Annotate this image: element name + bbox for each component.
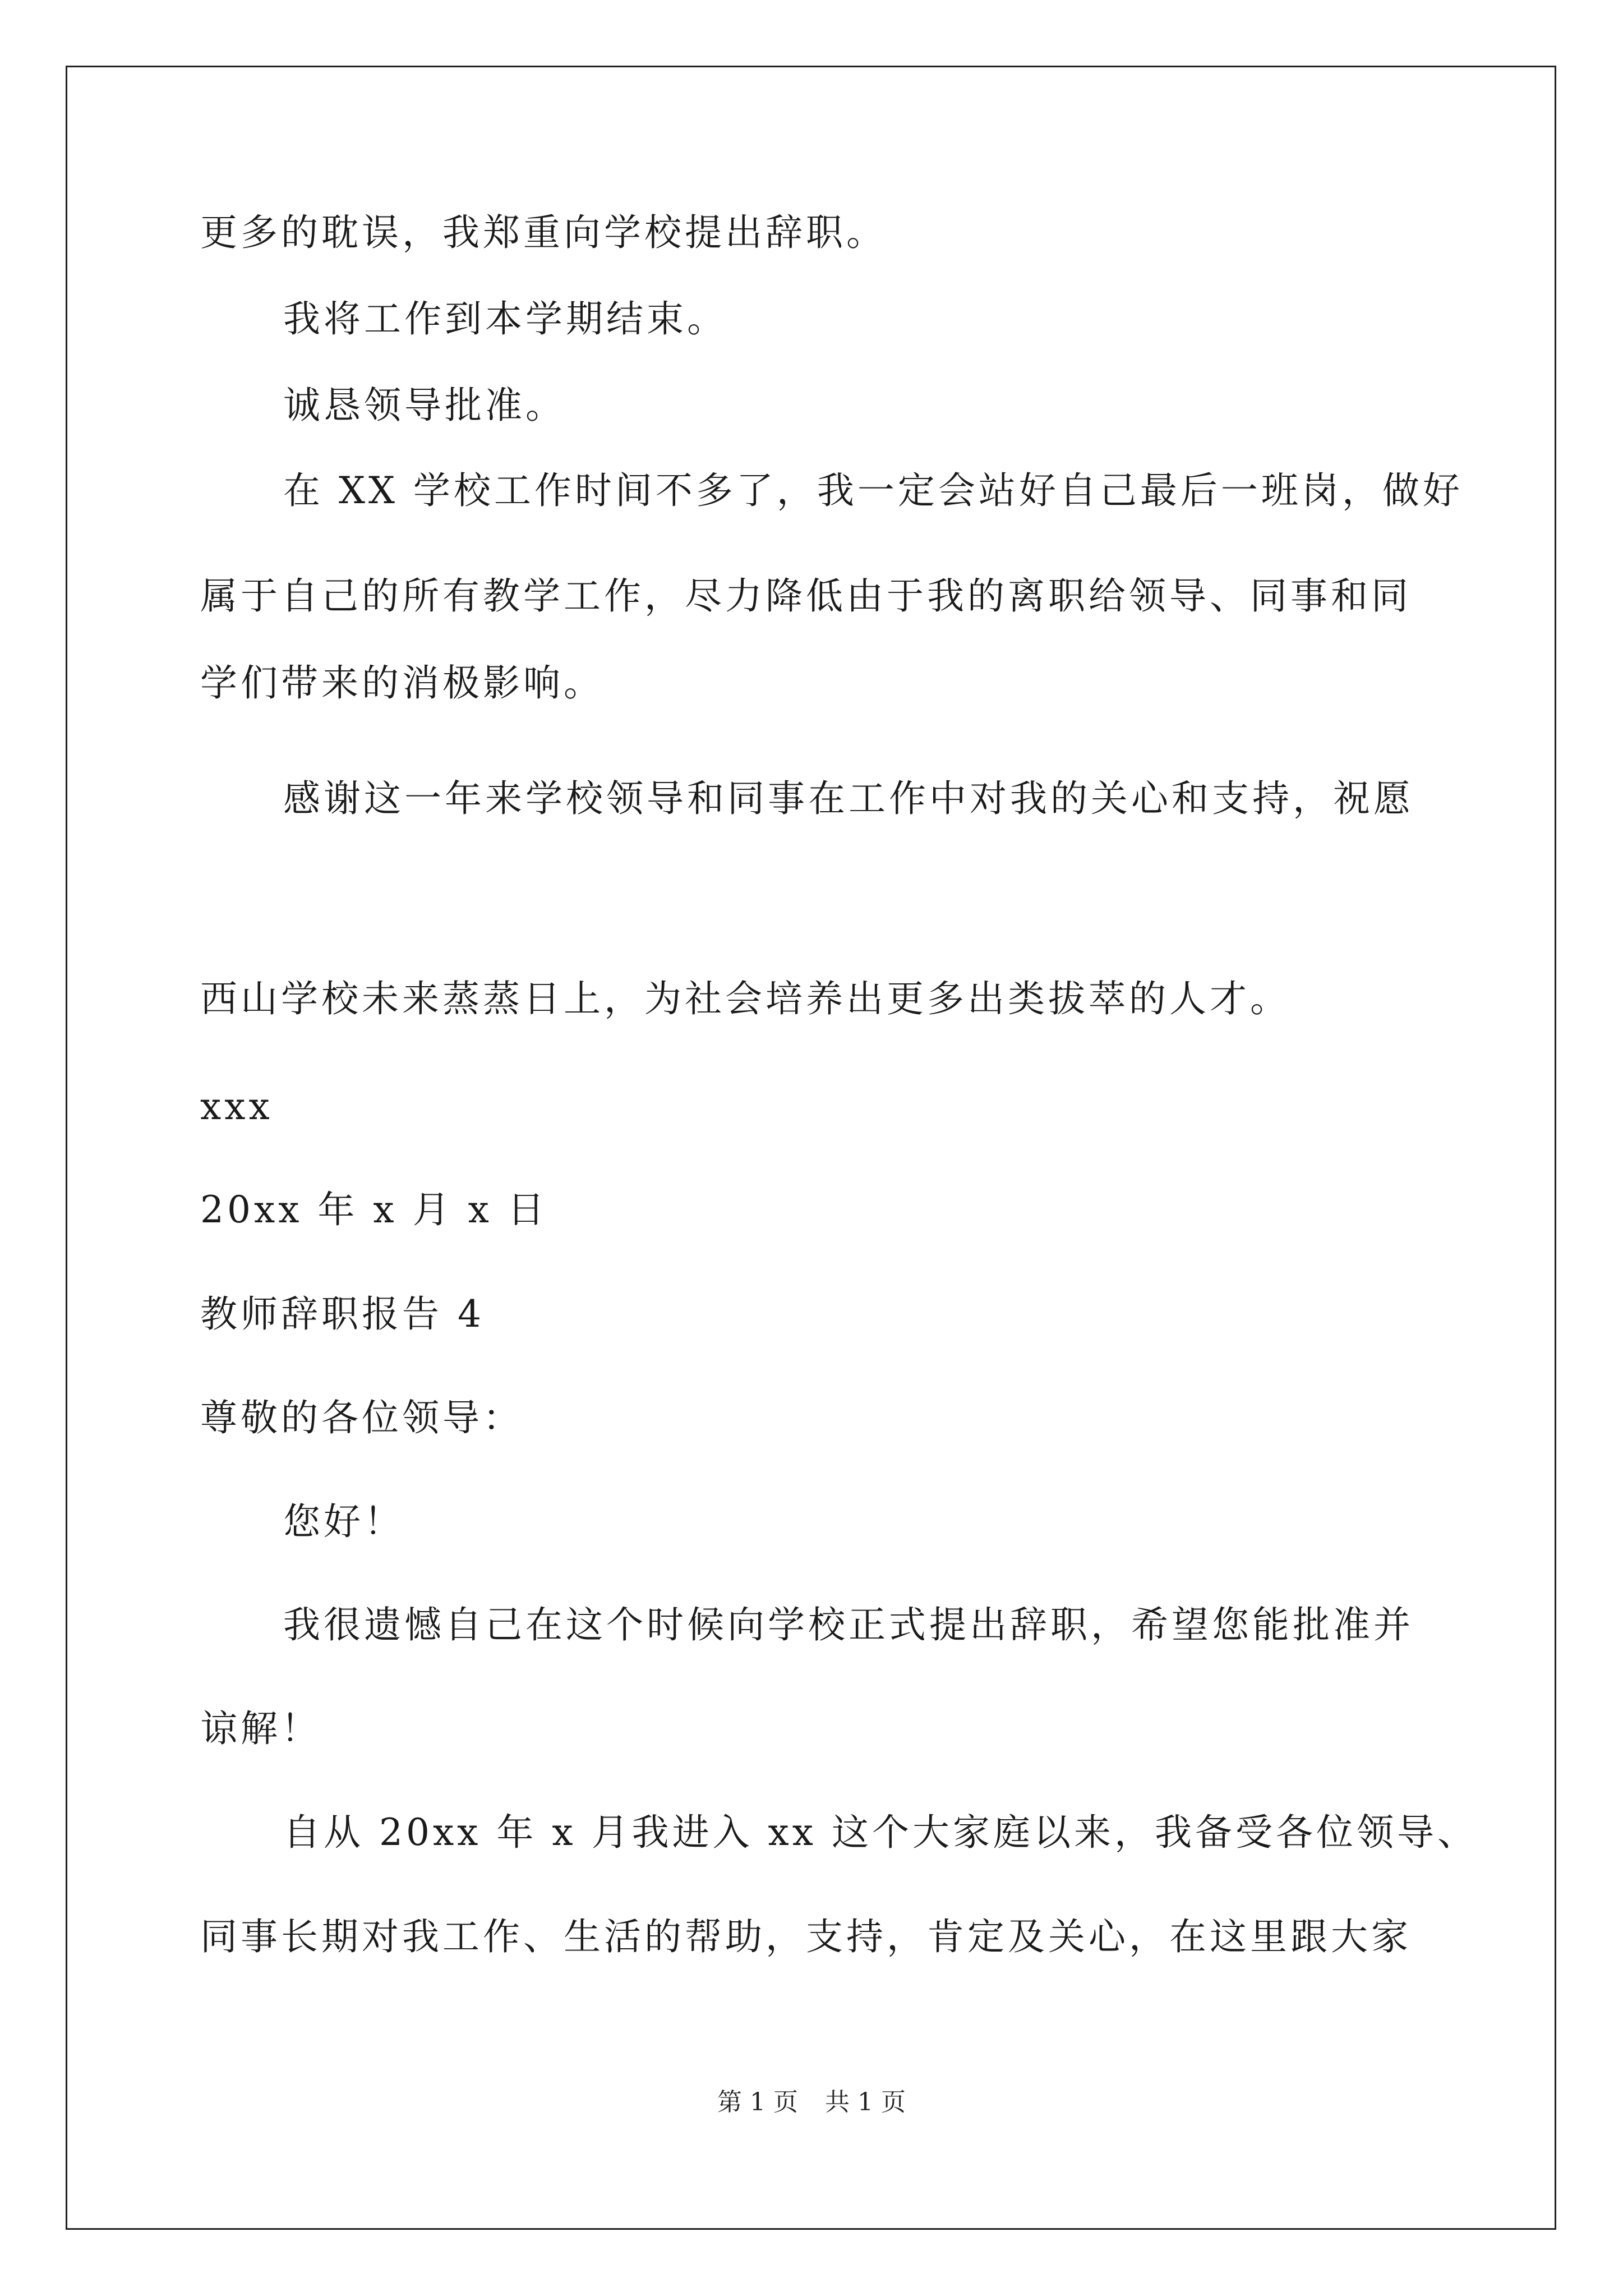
- greeting: 您好！: [283, 1500, 404, 1543]
- paragraph-line: 自从 20xx 年 x 月我进入 xx 这个大家庭以来，我备受各位领导、: [283, 1811, 1478, 1854]
- paragraph-line: 同事长期对我工作、生活的帮助，支持，肯定及关心，在这里跟大家: [200, 1915, 1412, 1958]
- paragraph-line: 在 XX 学校工作时间不多了，我一定会站好自己最后一班岗，做好: [283, 469, 1463, 512]
- page-total: 共 1 页: [825, 2088, 906, 2116]
- paragraph-line: 感谢这一年来学校领导和同事在工作中对我的关心和支持，祝愿: [283, 777, 1414, 820]
- signature-name: xxx: [200, 1085, 273, 1128]
- salutation: 尊敬的各位领导：: [200, 1396, 523, 1439]
- paragraph-line: 谅解！: [200, 1707, 321, 1750]
- page-footer: [0, 2086, 1623, 2119]
- paragraph-line: 诚恳领导批准。: [283, 384, 566, 427]
- paragraph-line: 我将工作到本学期结束。: [283, 297, 727, 341]
- paragraph-line: 更多的耽误，我郑重向学校提出辞职。: [200, 211, 887, 254]
- paragraph-line: 西山学校未来蒸蒸日上，为社会培养出更多出类拔萃的人才。: [200, 977, 1290, 1020]
- paragraph-line: 学们带来的消极影响。: [200, 661, 604, 705]
- signature-date: 20xx 年 x 月 x 日: [200, 1188, 548, 1231]
- paragraph-line: 我很遗憾自己在这个时候向学校正式提出辞职，希望您能批准并: [283, 1603, 1414, 1646]
- page-number: 第 1 页: [717, 2088, 798, 2116]
- paragraph-line: 属于自己的所有教学工作，尽力降低由于我的离职给领导、同事和同: [200, 574, 1412, 618]
- section-heading: 教师辞职报告 4: [200, 1292, 485, 1336]
